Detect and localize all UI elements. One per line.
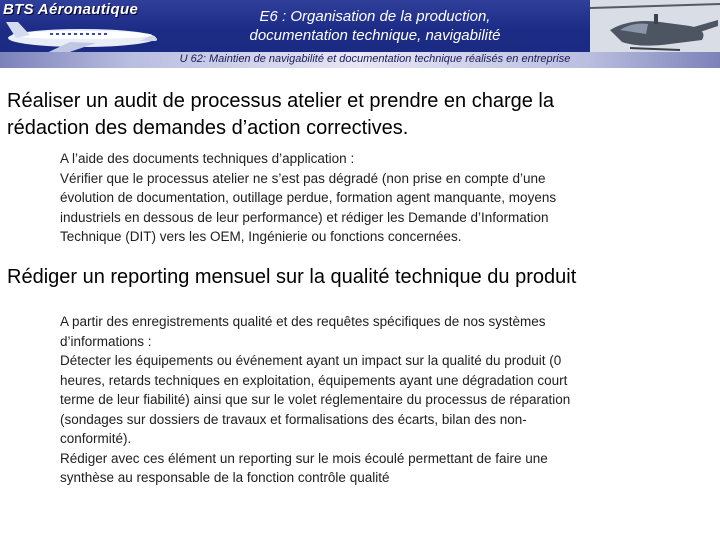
- slide-content: [0, 68, 720, 540]
- section-1-line: Technique (DIT) vers les OEM, Ingénierie ou fonctions concernées.: [60, 229, 462, 244]
- section-1-line: industriels en dessous de leur performance) et rédiger les Demande d’Information: [60, 209, 549, 225]
- section-2-line: A partir des enregistrements qualité et des requêtes spécifiques de nos systèmes: [60, 314, 546, 329]
- section-2-line: synthèse au responsable de la fonction contrôle qualité: [60, 470, 390, 485]
- title-line-1: E6 : Organisation de la production,: [259, 8, 491, 25]
- title-line-2: documentation technique, navigabilité: [249, 27, 501, 44]
- section-1-line: évolution de documentation, outillage perdue, formation agent manquante, moyens: [60, 190, 557, 205]
- section-1-heading-line: Réaliser un audit de processus atelier et prendre en charge la: [7, 90, 554, 112]
- section-2-body: [60, 312, 660, 488]
- section-2-line: d’informations :: [60, 333, 152, 349]
- section-2-line: conformité).: [60, 431, 132, 446]
- slide-header: [0, 0, 720, 68]
- section-2-line: heures, retards techniques en exploitation, équipements ayant une dégradation court: [60, 372, 568, 388]
- section-2-line: (sondages sur dossiers de travaux et formalisations des écarts, bilan des non-: [60, 411, 527, 427]
- brand-label: BTS Aéronautique: [3, 1, 139, 18]
- airbus-a380-icon: [0, 16, 170, 56]
- section-2-line: Détecter les équipements ou événement ayant un impact sur la qualité du produit (0: [60, 353, 562, 368]
- slide-subtitle: U 62: Maintien de navigabilité et documentation technique réalisés en entreprise: [179, 53, 571, 65]
- section-1-heading-line: rédaction des demandes d’action correctives.: [7, 117, 409, 139]
- section-2-line: Rédiger avec ces élément un reporting sur le mois écoulé permettant de faire une: [60, 450, 548, 466]
- section-1-line: A l’aide des documents techniques d’application :: [60, 151, 355, 166]
- section-1-body: [60, 149, 660, 247]
- slide-title: [190, 7, 560, 45]
- section-1-heading: [7, 88, 707, 142]
- section-2-heading: Rédiger un reporting mensuel sur la qualité technique du produit: [7, 266, 577, 288]
- section-2-line: terme de leur fiabilité) ainsi que sur le volet réglementaire du processus de réparation: [60, 392, 571, 407]
- section-1-line: Vérifier que le processus atelier ne s’est pas dégradé (non prise en compte d’une: [60, 170, 546, 186]
